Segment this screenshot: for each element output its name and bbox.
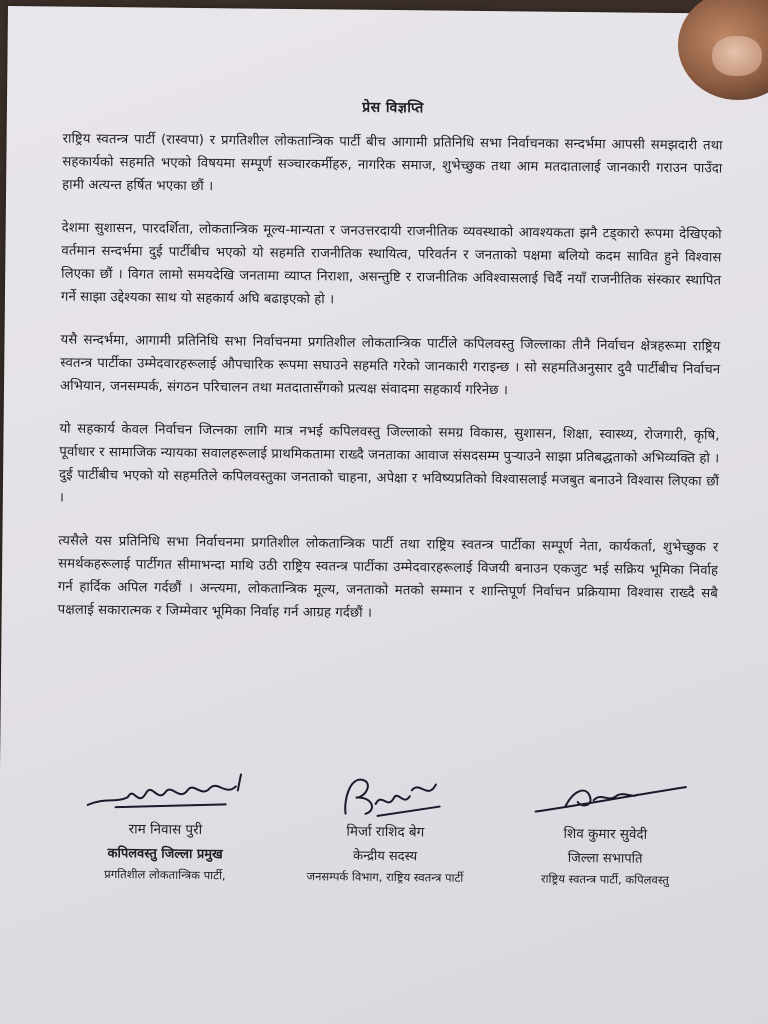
thumbnail-icon xyxy=(712,36,762,76)
signatory-2-name: मिर्जा राशिद बेग xyxy=(346,823,425,841)
signatory-1-org: प्रगतिशील लोकतान्त्रिक पार्टी, xyxy=(104,867,226,883)
signatory-2 xyxy=(275,769,496,886)
document-title: प्रेस विज्ञप्ति xyxy=(362,99,424,117)
paragraph-intro: राष्ट्रिय स्वतन्त्र पार्टी (रास्वपा) र प्रगतिशील लोकतान्त्रिक पार्टी बीच आगामी प्रतिनिधि सभा निर्वाचनका सन्दर्भमा आपसी समझदारी तथा सहकार्यको सहमति भएको विषयमा सम्पूर्ण सञ्चारकर्मीहरु, नागरिक समाज, शुभेच्छुक तथा आम मतदातालाई जानकारी गराउन पाउँदा हामी अत्यन्त हर्षित भएका छौं । xyxy=(62,131,723,195)
press-release-paper xyxy=(0,6,768,1024)
handwritten-signature-2 xyxy=(316,769,457,820)
signatory-1-name: राम निवास पुरी xyxy=(128,821,203,839)
signatory-2-role: केन्द्रीय सदस्य xyxy=(352,848,418,865)
paragraph-agreement: यसै सन्दर्भमा, आगामी प्रतिनिधि सभा निर्वाचनमा प्रगतिशील लोकतान्त्रिक पार्टीले कपिलवस्तु जिल्लाका तीनै निर्वाचन क्षेत्रहरूमा राष्ट्रिय स्वतन्त्र पार्टीका उम्मेदवारहरूलाई औपचारिक रूपमा सघाउने सहमति गरेको जानकारी गराइन्छ । सो सहमतिअनुसार दुवै पार्टीबीच निर्वाचन अभियान, जनसम्पर्क, संगठन परिचालन तथा मतदातासँगको प्रत्यक्ष संवादमा सहकार्य गरिनेछ । xyxy=(59,332,721,399)
handwritten-signature-1 xyxy=(76,767,257,819)
signatory-3-name: शिव कुमार सुवेदी xyxy=(563,825,648,843)
signatory-3-org: राष्ट्रिय स्वतन्त्र पार्टी, कपिलवस्तु xyxy=(540,871,669,887)
paragraph-appeal: त्यसैले यस प्रतिनिधि सभा निर्वाचनमा प्रगतिशील लोकतान्त्रिक पार्टी तथा राष्ट्रिय स्वतन्त्र पार्टीका सम्पूर्ण नेता, कार्यकर्ता, शुभेच्छुक र समर्थकहरूलाई पार्टीगत सीमाभन्दा माथि उठी राष्ट्रिय स्वतन्त्र पार्टीका उम्मेदवारहरूलाई विजयी बनाउन एकजुट भई सक्रिय भूमिका निर्वाह गर्न हार्दिक अपिल गर्दछौं । अन्त्यमा, लोकतान्त्रिक मूल्य, जनताको मतको सम्मान र शान्तिपूर्ण निर्वाचन प्रक्रियामा विश्वास राख्दै सबै पक्षलाई सकारात्मक र जिम्मेवार भूमिका निर्वाह गर्न आग्रह गर्दछौं । xyxy=(57,533,719,621)
signatory-1-role: कपिलवस्तु जिल्ला प्रमुख xyxy=(107,846,223,863)
signature-block xyxy=(55,767,716,914)
signatory-3 xyxy=(495,771,716,888)
signatory-3-role: जिल्ला सभापति xyxy=(567,850,643,867)
handwritten-signature-3 xyxy=(515,771,696,823)
signatory-1 xyxy=(55,767,276,884)
signatory-2-org: जनसम्पर्क विभाग, राष्ट्रिय स्वतन्त्र पार्टी xyxy=(306,869,464,885)
press-release-body xyxy=(57,95,723,649)
paragraph-commitment: यो सहकार्य केवल निर्वाचन जित्नका लागि मात्र नभई कपिलवस्तु जिल्लाको समग्र विकास, सुशासन, शिक्षा, स्वास्थ्य, रोजगारी, कृषि, पूर्वाधार र सामाजिक न्यायका सवालहरूलाई प्राथमिकतामा राख्दै जनताका आवाज संसदसम्म पुऱ्याउने साझा प्रतिबद्धताको अभिव्यक्ति हो । दुई पार्टीबीच भएको यो सहमतिले कपिलवस्तुका जनताको चाहना, अपेक्षा र भविष्यप्रतिको विश्वासलाई मजबुत बनाउने विश्वास लिएका छौं । xyxy=(58,421,720,506)
paragraph-context: देशमा सुशासन, पारदर्शिता, लोकतान्त्रिक मूल्य-मान्यता र जनउत्तरदायी राजनीतिक व्यवस्थाको आवश्यकता झनै टड्कारो रूपमा देखिएको वर्तमान सन्दर्भमा दुई पार्टीबीच भएको यो सहमति राजनीतिक स्थायित्व, परिवर्तन र जनताको पक्षमा बलियो कदम सावित हुने विश्वास लिएका छौं । विगत लामो समयदेखि जनतामा व्याप्त निराशा, असन्तुष्टि र राजनीतिक अविश्वासलाई चिर्दै नयाँ राजनीतिक संस्कार स्थापित गर्ने साझा उद्देश्यका साथ यो सहकार्य अघि बढाइएको हो । xyxy=(60,220,722,308)
